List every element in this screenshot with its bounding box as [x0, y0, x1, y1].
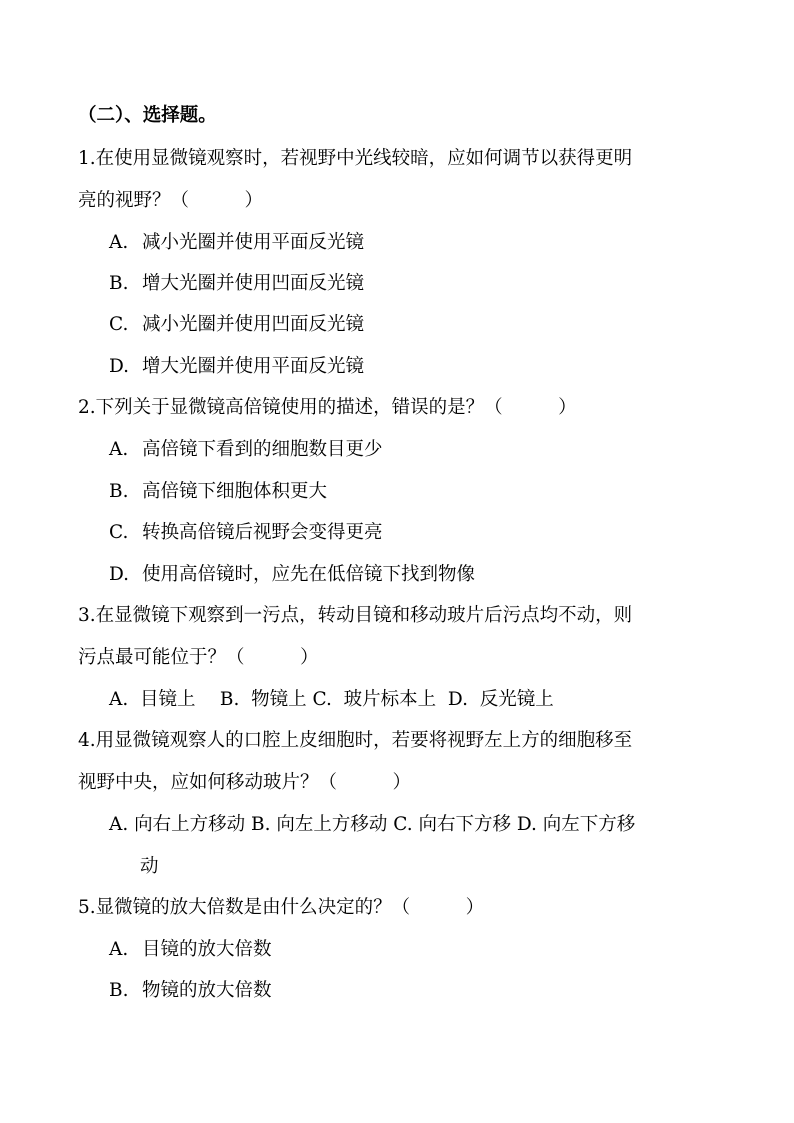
option-letter: A.	[109, 939, 129, 960]
question-1-line-1: 1.在使用显微镜观察时，若视野中光线较暗，应如何调节以获得更明	[78, 148, 633, 169]
option-text: 高倍镜下细胞体积更大	[142, 481, 328, 502]
option-letter: D.	[109, 356, 130, 377]
option-text: 增大光圈并使用平面反光镜	[142, 356, 365, 377]
question-5-option-a	[109, 938, 272, 962]
section-heading: （二）、选择题。	[78, 105, 217, 126]
option-text: 转换高倍镜后视野会变得更亮	[142, 522, 383, 543]
question-4-options: A. 向右上方移动 B. 向左上方移动 C. 向右下方移 D. 向左下方移	[109, 814, 636, 835]
option-text: 减小光圈并使用平面反光镜	[142, 232, 365, 253]
question-2-option-b	[109, 480, 327, 504]
option-letter: B.	[109, 273, 129, 294]
question-4-line-2: 视野中央，应如何移动玻片？（ ）	[78, 772, 412, 793]
question-3-line-2: 污点最可能位于？（ ）	[78, 647, 319, 668]
question-2-option-a	[109, 438, 383, 462]
option-text: 目镜的放大倍数	[142, 939, 272, 960]
question-4-line-1: 4.用显微镜观察人的口腔上皮细胞时，若要将视野左上方的细胞移至	[78, 730, 633, 751]
option-letter: C.	[109, 314, 129, 335]
option-letter: B.	[109, 481, 129, 502]
option-letter: C.	[109, 522, 129, 543]
question-1-option-a	[109, 231, 364, 255]
option-text: 减小光圈并使用凹面反光镜	[142, 314, 365, 335]
option-letter: B.	[109, 980, 129, 1001]
question-1-option-b	[109, 272, 364, 296]
question-2-option-d	[109, 563, 475, 587]
question-4-options-wrap: 动	[140, 856, 159, 877]
option-letter: A.	[109, 232, 129, 253]
question-1-line-2: 亮的视野？（ ）	[78, 190, 264, 211]
question-2-line-1: 2.下列关于显微镜高倍镜使用的描述，错误的是？（ ）	[78, 397, 577, 418]
question-5-line-1: 5.显微镜的放大倍数是由什么决定的？（ ）	[78, 897, 485, 918]
question-1-option-d	[109, 355, 364, 379]
option-text: 高倍镜下看到的细胞数目更少	[142, 439, 383, 460]
option-text: 增大光圈并使用凹面反光镜	[142, 273, 365, 294]
question-3-line-1: 3.在显微镜下观察到一污点，转动目镜和移动玻片后污点均不动，则	[78, 605, 633, 626]
option-text: 物镜的放大倍数	[142, 980, 272, 1001]
option-letter: A.	[109, 439, 129, 460]
question-3-options: A. 目镜上 B. 物镜上 C. 玻片标本上 D. 反光镜上	[109, 689, 554, 710]
question-5-option-b	[109, 979, 272, 1003]
question-1-option-c	[109, 313, 364, 337]
option-text: 使用高倍镜时，应先在低倍镜下找到物像	[142, 564, 476, 585]
option-letter: D.	[109, 564, 130, 585]
question-2-option-c	[109, 521, 383, 545]
